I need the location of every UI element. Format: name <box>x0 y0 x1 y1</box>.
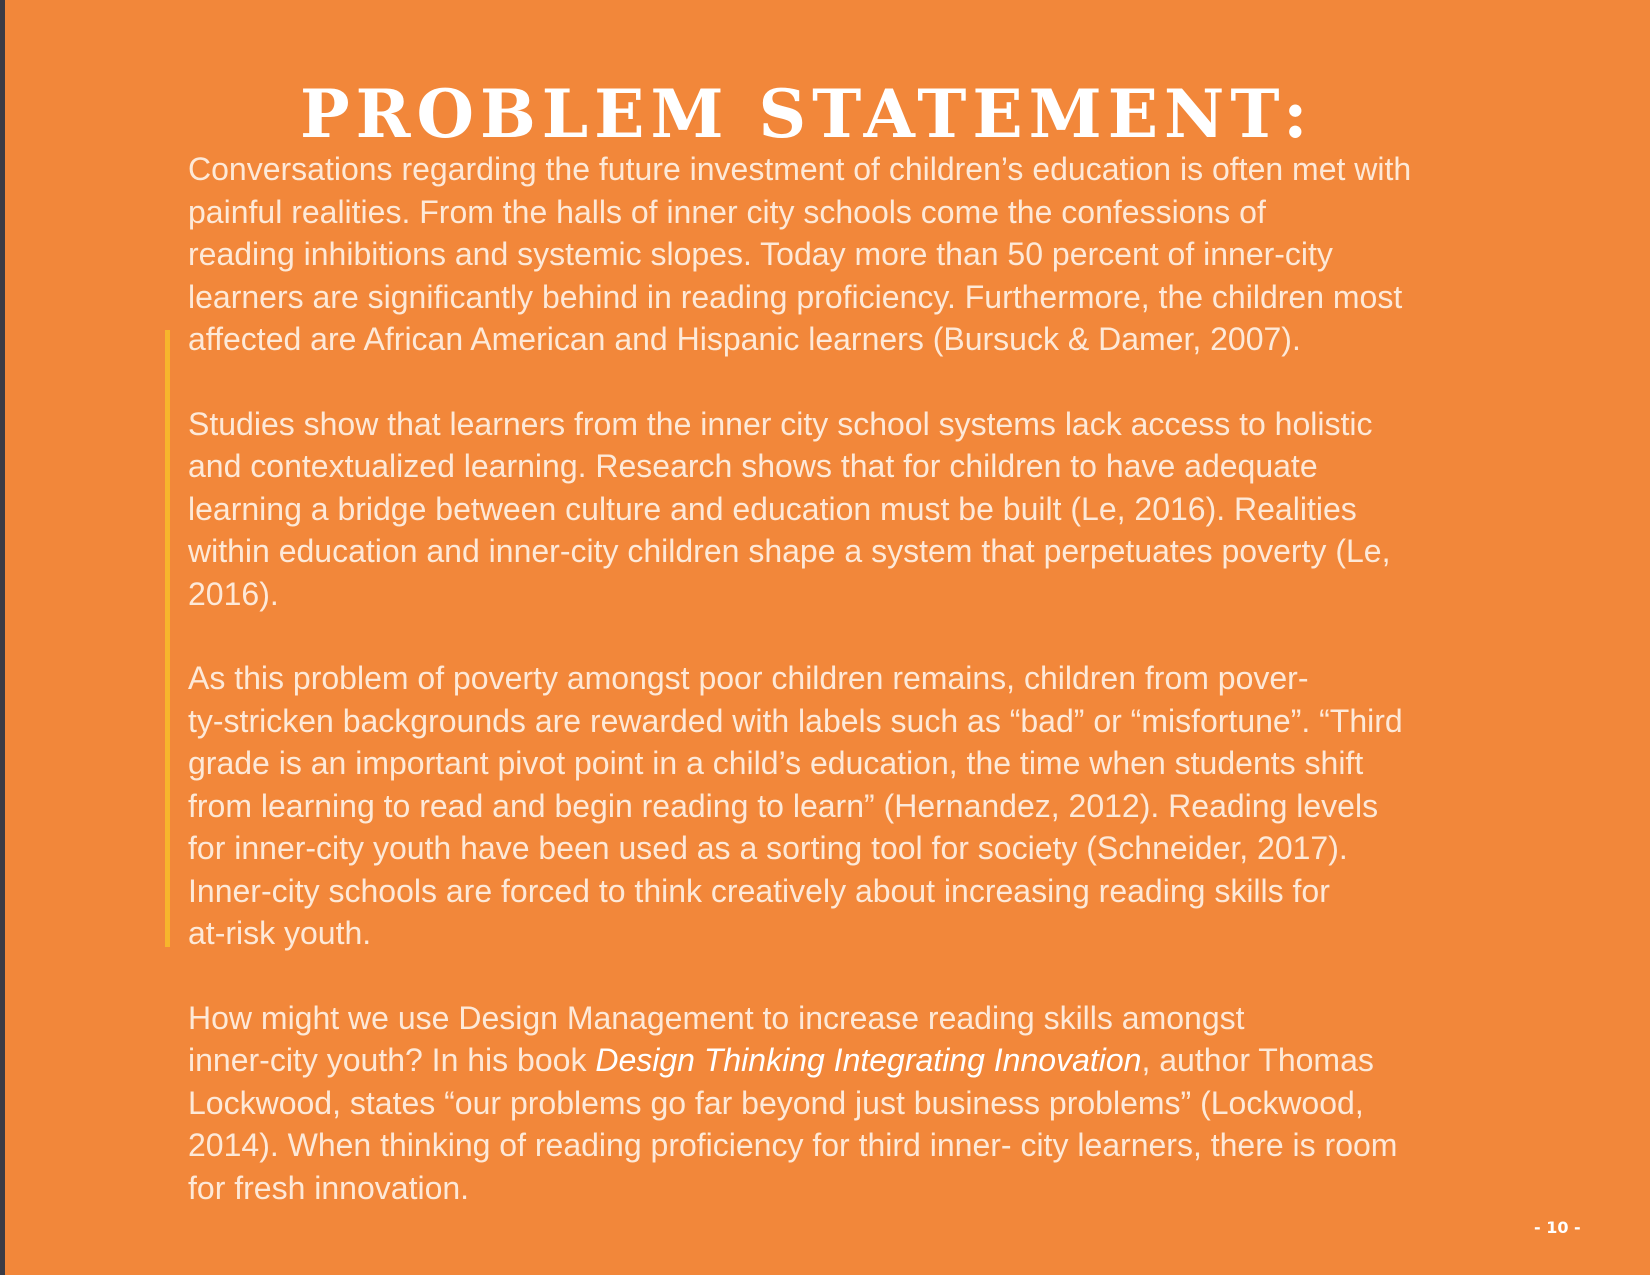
paragraph-line: Conversations regarding the future investment of children’s education is often met with <box>188 151 1412 187</box>
paragraph-1 <box>188 148 1578 361</box>
paragraph-line: affected are African American and Hispanic learners (Bursuck & Damer, 2007). <box>188 321 1301 357</box>
paragraph-line: for inner-city youth have been used as a sorting tool for society (Schneider, 2017). <box>188 830 1348 866</box>
paragraph-4 <box>188 997 1578 1210</box>
paragraph-2 <box>188 403 1578 616</box>
paragraph-line: painful realities. From the halls of inner city schools come the confessions of <box>188 193 1266 230</box>
paragraph-line: reading inhibitions and systemic slopes. Today more than 50 percent of inner-city <box>188 236 1333 272</box>
paragraph-line: within education and inner-city children shape a system that perpetuates poverty (Le, <box>188 533 1391 569</box>
paragraph-line: from learning to read and begin reading to learn” (Hernandez, 2012). Reading levels <box>188 787 1379 824</box>
line-text-after-title: , author Thomas <box>1141 1042 1374 1078</box>
body-text <box>188 148 1578 1251</box>
page-number: - 10 - <box>1534 1218 1581 1237</box>
line-text-before-title: inner-city youth? In his book <box>188 1042 596 1078</box>
paragraph-line <box>188 1039 1578 1082</box>
page-title: PROBLEM STATEMENT: <box>300 75 1314 153</box>
accent-bar <box>165 330 170 947</box>
paragraph-line: grade is an important pivot point in a child’s education, the time when students shift <box>188 745 1364 781</box>
paragraph-line: As this problem of poverty amongst poor children remains, children from pover- <box>188 660 1309 696</box>
book-title: Design Thinking Integrating Innovation <box>595 1042 1142 1078</box>
paragraph-line: How might we use Design Management to increase reading skills amongst <box>188 999 1245 1036</box>
paragraph-line: 2016). <box>188 575 279 612</box>
paragraph-line: learning a bridge between culture and education must be built (Le, 2016). Realities <box>188 490 1357 527</box>
paragraph-line: Studies show that learners from the inner city school systems lack access to holistic <box>188 405 1373 442</box>
paragraph-line: ty-stricken backgrounds are rewarded with labels such as “bad” or “misfortune”. “Third <box>188 702 1403 739</box>
paragraph-line: Inner-city schools are forced to think creatively about increasing reading skills for <box>188 872 1330 909</box>
page-left-edge <box>0 0 5 1275</box>
paragraph-line: at-risk youth. <box>188 915 372 951</box>
paragraph-3 <box>188 657 1578 955</box>
paragraph-line: for fresh innovation. <box>188 1169 470 1206</box>
paragraph-line: learners are significantly behind in reading proficiency. Furthermore, the children most <box>188 278 1403 315</box>
paragraph-line: Lockwood, states “our problems go far beyond just business problems” (Lockwood, <box>188 1084 1364 1121</box>
paragraph-line: 2014). When thinking of reading proficiency for third inner- city learners, there is room <box>188 1127 1398 1163</box>
paragraph-line: and contextualized learning. Research shows that for children to have adequate <box>188 448 1318 484</box>
